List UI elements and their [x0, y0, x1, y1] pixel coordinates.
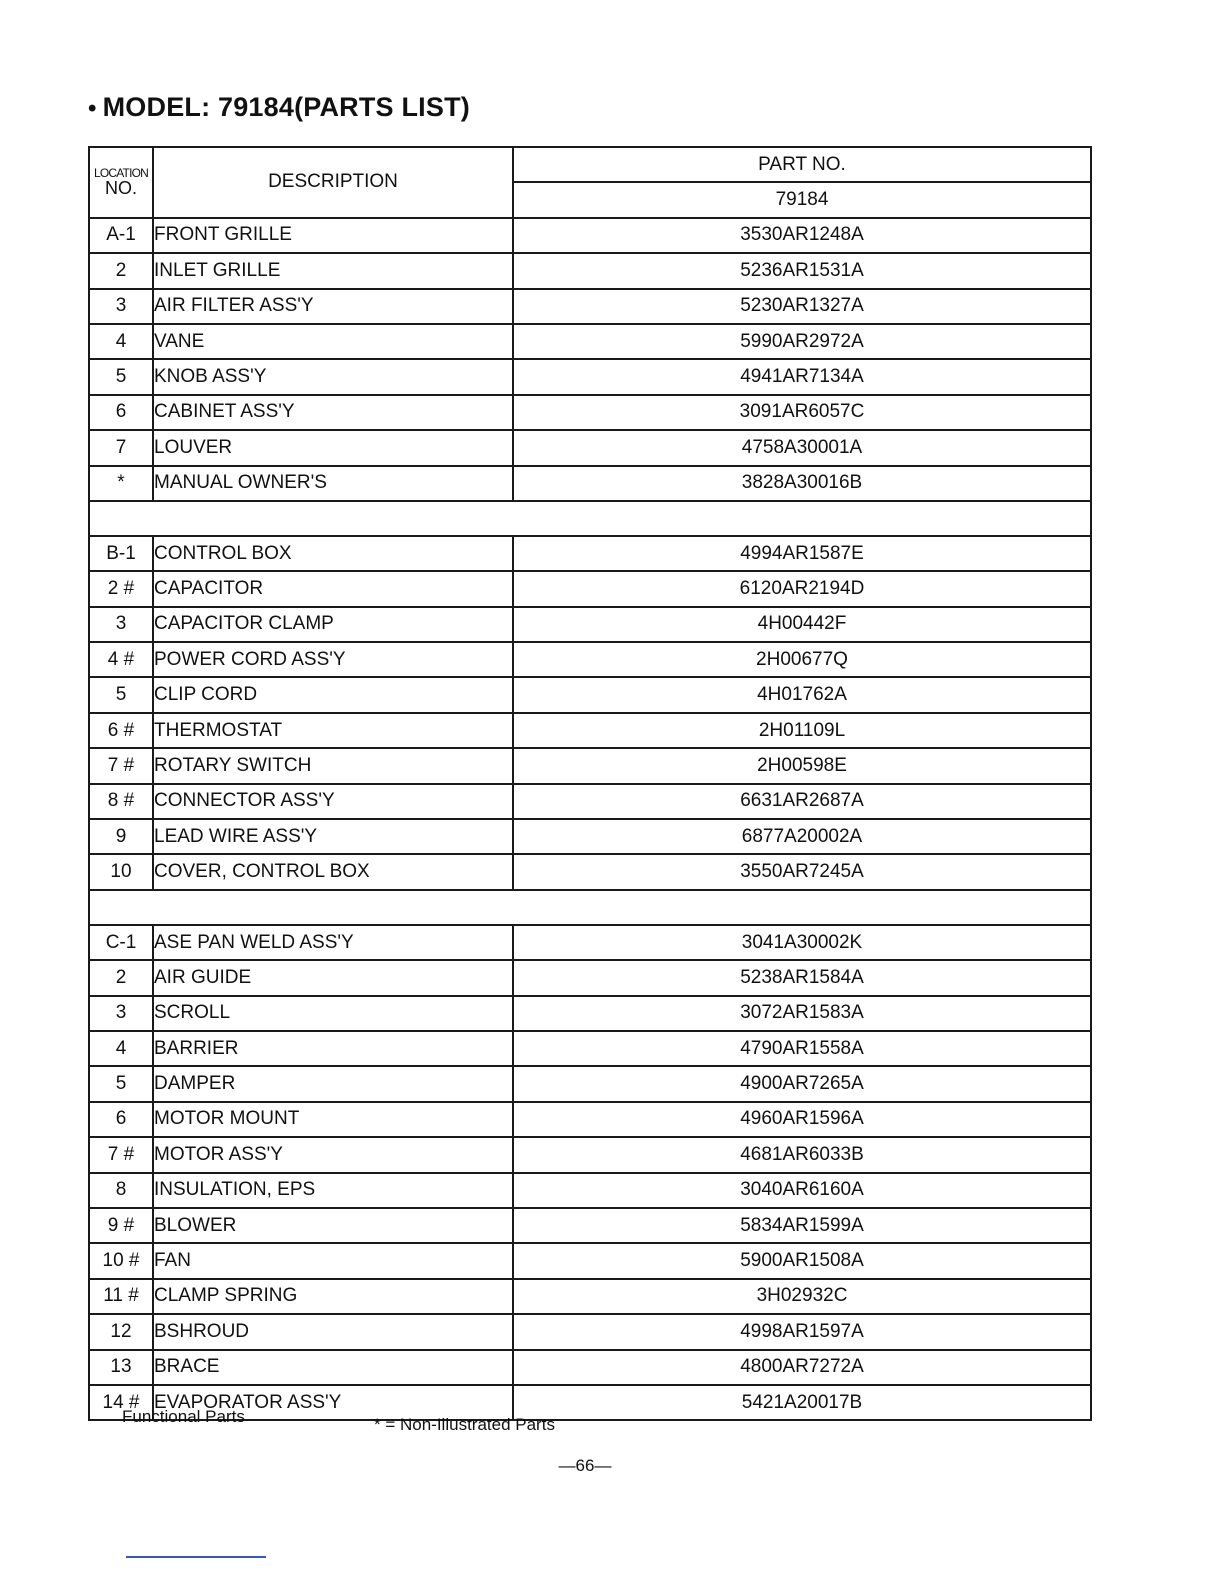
header-description: DESCRIPTION — [153, 147, 513, 218]
part-number-cell: 6120AR2194D — [513, 571, 1091, 606]
description-cell: CLIP CORD — [153, 677, 513, 712]
part-number-cell: 3072AR1583A — [513, 996, 1091, 1031]
location-cell: 4 # — [89, 642, 153, 677]
description-cell: CONTROL BOX — [153, 536, 513, 571]
table-row — [89, 607, 1091, 642]
table-row — [89, 960, 1091, 995]
description-cell: FRONT GRILLE — [153, 218, 513, 253]
table-row — [89, 1173, 1091, 1208]
location-cell: 10 # — [89, 1243, 153, 1278]
table-row — [89, 395, 1091, 430]
location-cell: 4 — [89, 324, 153, 359]
part-number-cell: 4758A30001A — [513, 430, 1091, 465]
location-cell: 6 # — [89, 713, 153, 748]
table-row — [89, 677, 1091, 712]
location-cell: 8 # — [89, 784, 153, 819]
location-cell: 6 — [89, 1102, 153, 1137]
description-cell: MOTOR ASS'Y — [153, 1137, 513, 1172]
group-b-rows — [89, 536, 1091, 890]
location-cell: 8 — [89, 1173, 153, 1208]
part-number-cell: 5230AR1327A — [513, 289, 1091, 324]
table-row — [89, 713, 1091, 748]
location-cell: 2 — [89, 960, 153, 995]
table-row — [89, 253, 1091, 288]
part-number-cell: 3530AR1248A — [513, 218, 1091, 253]
description-cell: CAPACITOR — [153, 571, 513, 606]
location-cell: * — [89, 466, 153, 501]
spacer-row — [89, 501, 1091, 536]
location-cell: A-1 — [89, 218, 153, 253]
group-spacer-b — [89, 890, 1091, 925]
location-cell: 13 — [89, 1350, 153, 1385]
non-illustrated-note: * = Non-Illustrated Parts — [374, 1415, 555, 1434]
spacer-row — [89, 890, 1091, 925]
part-number-cell: 4900AR7265A — [513, 1066, 1091, 1101]
part-number-cell: 3041A30002K — [513, 925, 1091, 960]
spacer-cell — [89, 501, 1091, 536]
table-row — [89, 925, 1091, 960]
part-number-cell: 6631AR2687A — [513, 784, 1091, 819]
description-cell: THERMOSTAT — [153, 713, 513, 748]
group-spacer-a — [89, 501, 1091, 536]
part-number-cell: 4H01762A — [513, 677, 1091, 712]
part-number-cell: 4790AR1558A — [513, 1031, 1091, 1066]
description-cell: COVER, CONTROL BOX — [153, 854, 513, 889]
location-cell: 10 — [89, 854, 153, 889]
description-cell: LEAD WIRE ASS'Y — [153, 819, 513, 854]
description-cell: VANE — [153, 324, 513, 359]
part-number-cell: 2H00677Q — [513, 642, 1091, 677]
description-cell: BLOWER — [153, 1208, 513, 1243]
title-bullet: • — [88, 95, 97, 122]
part-number-cell: 4681AR6033B — [513, 1137, 1091, 1172]
table-row — [89, 218, 1091, 253]
functional-parts-note: Functional Parts — [122, 1407, 245, 1426]
part-number-cell: 2H00598E — [513, 748, 1091, 783]
part-number-cell: 4994AR1587E — [513, 536, 1091, 571]
page-number: —66— — [558, 1456, 612, 1475]
location-cell: 7 # — [89, 748, 153, 783]
part-number-cell: 5990AR2972A — [513, 324, 1091, 359]
group-c-rows — [89, 925, 1091, 1420]
table-row — [89, 324, 1091, 359]
description-cell: INSULATION, EPS — [153, 1173, 513, 1208]
table-row — [89, 536, 1091, 571]
table-row — [89, 819, 1091, 854]
description-cell: BRACE — [153, 1350, 513, 1385]
page-title — [88, 92, 470, 123]
part-number-cell: 5421A20017B — [513, 1385, 1091, 1420]
table-row — [89, 1208, 1091, 1243]
part-number-cell: 3550AR7245A — [513, 854, 1091, 889]
spacer-cell — [89, 890, 1091, 925]
table-row — [89, 1350, 1091, 1385]
description-cell: ASE PAN WELD ASS'Y — [153, 925, 513, 960]
table-row — [89, 1031, 1091, 1066]
part-number-cell: 4H00442F — [513, 607, 1091, 642]
table-row — [89, 996, 1091, 1031]
location-cell: 2 — [89, 253, 153, 288]
table-row — [89, 784, 1091, 819]
description-cell: POWER CORD ASS'Y — [153, 642, 513, 677]
header-location-line2: NO. — [104, 178, 137, 199]
table-row — [89, 1243, 1091, 1278]
description-cell: MANUAL OWNER'S — [153, 466, 513, 501]
part-number-cell: 5236AR1531A — [513, 253, 1091, 288]
part-number-cell: 4998AR1597A — [513, 1314, 1091, 1349]
part-number-cell: 5834AR1599A — [513, 1208, 1091, 1243]
part-number-cell: 5238AR1584A — [513, 960, 1091, 995]
part-number-cell: 3828A30016B — [513, 466, 1091, 501]
description-cell: AIR GUIDE — [153, 960, 513, 995]
description-cell: CABINET ASS'Y — [153, 395, 513, 430]
part-number-cell: 3091AR6057C — [513, 395, 1091, 430]
location-cell: 5 — [89, 359, 153, 394]
parts-table-header — [89, 147, 1091, 218]
part-number-cell: 3H02932C — [513, 1279, 1091, 1314]
part-number-cell: 3040AR6160A — [513, 1173, 1091, 1208]
decorative-underline — [126, 1556, 266, 1558]
location-cell: 14 # — [89, 1385, 153, 1420]
table-row — [89, 1102, 1091, 1137]
location-cell: 2 # — [89, 571, 153, 606]
table-row — [89, 748, 1091, 783]
description-cell: CLAMP SPRING — [153, 1279, 513, 1314]
table-row — [89, 1279, 1091, 1314]
location-cell: 3 — [89, 607, 153, 642]
header-model: 79184 — [513, 182, 1091, 217]
table-row — [89, 289, 1091, 324]
part-number-cell: 4800AR7272A — [513, 1350, 1091, 1385]
group-a-rows — [89, 218, 1091, 501]
location-cell: 5 — [89, 1066, 153, 1101]
description-cell: BSHROUD — [153, 1314, 513, 1349]
description-cell: MOTOR MOUNT — [153, 1102, 513, 1137]
description-cell: CAPACITOR CLAMP — [153, 607, 513, 642]
location-cell: 7 — [89, 430, 153, 465]
location-cell: 7 # — [89, 1137, 153, 1172]
location-cell: 11 # — [89, 1279, 153, 1314]
header-location — [89, 147, 153, 218]
description-cell: AIR FILTER ASS'Y — [153, 289, 513, 324]
table-row — [89, 1066, 1091, 1101]
part-number-cell: 4960AR1596A — [513, 1102, 1091, 1137]
table-row — [89, 466, 1091, 501]
table-row — [89, 1137, 1091, 1172]
location-cell: B-1 — [89, 536, 153, 571]
part-number-cell: 2H01109L — [513, 713, 1091, 748]
location-cell: C-1 — [89, 925, 153, 960]
location-cell: 4 — [89, 1031, 153, 1066]
description-cell: SCROLL — [153, 996, 513, 1031]
description-cell: FAN — [153, 1243, 513, 1278]
description-cell: DAMPER — [153, 1066, 513, 1101]
table-row — [89, 1314, 1091, 1349]
header-part-no: PART NO. — [513, 147, 1091, 182]
table-row — [89, 854, 1091, 889]
table-row — [89, 642, 1091, 677]
table-row — [89, 359, 1091, 394]
part-number-cell: 6877A20002A — [513, 819, 1091, 854]
location-cell: 12 — [89, 1314, 153, 1349]
description-cell: BARRIER — [153, 1031, 513, 1066]
part-number-cell: 4941AR7134A — [513, 359, 1091, 394]
description-cell: INLET GRILLE — [153, 253, 513, 288]
description-cell: LOUVER — [153, 430, 513, 465]
location-cell: 9 # — [89, 1208, 153, 1243]
parts-table — [88, 146, 1092, 1421]
location-cell: 3 — [89, 289, 153, 324]
location-cell: 5 — [89, 677, 153, 712]
location-cell: 9 — [89, 819, 153, 854]
table-row — [89, 430, 1091, 465]
table-row — [89, 571, 1091, 606]
header-location-line1: LOCATION — [93, 165, 149, 180]
location-cell: 6 — [89, 395, 153, 430]
description-cell: EVAPORATOR ASS'Y — [153, 1385, 513, 1420]
description-cell: KNOB ASS'Y — [153, 359, 513, 394]
part-number-cell: 5900AR1508A — [513, 1243, 1091, 1278]
description-cell: ROTARY SWITCH — [153, 748, 513, 783]
description-cell: CONNECTOR ASS'Y — [153, 784, 513, 819]
location-cell: 3 — [89, 996, 153, 1031]
title-text: MODEL: 79184(PARTS LIST) — [102, 92, 470, 122]
